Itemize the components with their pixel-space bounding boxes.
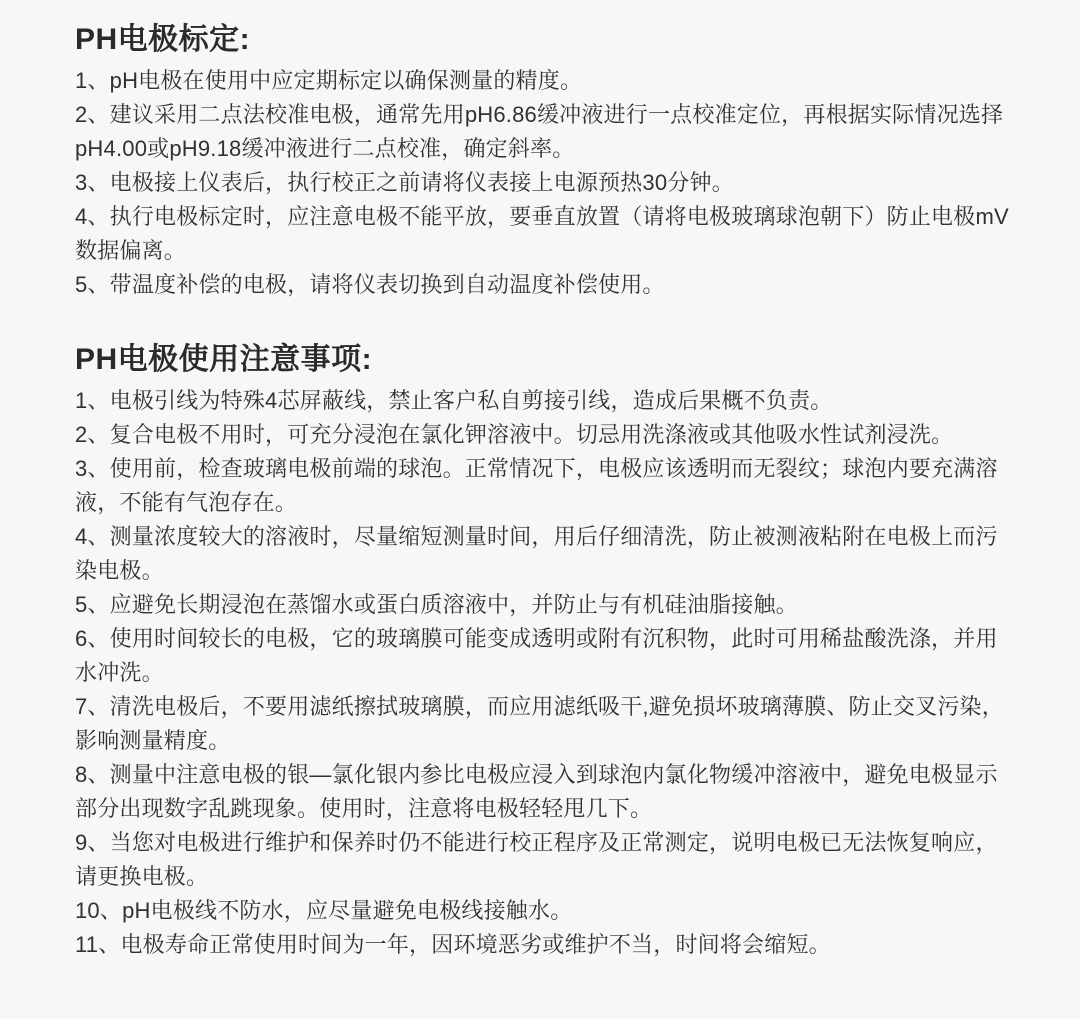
list-item: 5、应避免长期浸泡在蒸馏水或蛋白质溶液中，并防止与有机硅油脂接触。 xyxy=(75,592,798,617)
usage-notes-item-list xyxy=(75,384,1014,962)
section-title-ph-usage-notes: PH电极使用注意事项: xyxy=(75,343,373,376)
calibration-item-list xyxy=(75,64,1014,302)
list-item: 11、电极寿命正常使用时间为一年，因环境恶劣或维护不当，时间将会缩短。 xyxy=(75,932,831,957)
section-title-ph-calibration: PH电极标定: xyxy=(75,23,251,56)
list-item: 3、使用前，检查玻璃电极前端的球泡。正常情况下，电极应该透明而无裂纹；球泡内要充满溶液，不能有气泡存在。 xyxy=(75,456,998,515)
list-item: 3、电极接上仪表后，执行校正之前请将仪表接上电源预热30分钟。 xyxy=(75,170,734,195)
list-item: 6、使用时间较长的电极，它的玻璃膜可能变成透明或附有沉积物，此时可用稀盐酸洗涤，并用水冲洗。 xyxy=(75,626,998,685)
list-item: 8、测量中注意电极的银—氯化银内参比电极应浸入到球泡内氯化物缓冲溶液中，避免电极显示部分出现数字乱跳现象。使用时，注意将电极轻轻甩几下。 xyxy=(75,762,998,821)
list-item: 2、建议采用二点法校准电极，通常先用pH6.86缓冲液进行一点校准定位，再根据实际情况选择pH4.00或pH9.18缓冲液进行二点校准，确定斜率。 xyxy=(75,102,1004,161)
list-item: 1、电极引线为特殊4芯屏蔽线，禁止客户私自剪接引线，造成后果概不负责。 xyxy=(75,388,833,413)
list-item: 9、当您对电极进行维护和保养时仍不能进行校正程序及正常测定，说明电极已无法恢复响应，请更换电极。 xyxy=(75,830,998,889)
list-item: 4、执行电极标定时，应注意电极不能平放，要垂直放置（请将电极玻璃球泡朝下）防止电极mV数据偏离。 xyxy=(75,204,1009,263)
list-item: 1、pH电极在使用中应定期标定以确保测量的精度。 xyxy=(75,68,583,93)
section-ph-usage-notes xyxy=(75,340,1014,962)
list-item: 5、带温度补偿的电极，请将仪表切换到自动温度补偿使用。 xyxy=(75,272,665,297)
section-ph-calibration xyxy=(75,20,1014,302)
list-item: 2、复合电极不用时，可充分浸泡在氯化钾溶液中。切忌用洗涤液或其他吸水性试剂浸洗。 xyxy=(75,422,954,447)
list-item: 7、清洗电极后，不要用滤纸擦拭玻璃膜，而应用滤纸吸干,避免损坏玻璃薄膜、防止交叉污染，影响测量精度。 xyxy=(75,694,1004,753)
list-item: 4、测量浓度较大的溶液时，尽量缩短测量时间，用后仔细清洗，防止被测液粘附在电极上而污染电极。 xyxy=(75,524,998,583)
list-item: 10、pH电极线不防水，应尽量避免电极线接触水。 xyxy=(75,898,573,923)
